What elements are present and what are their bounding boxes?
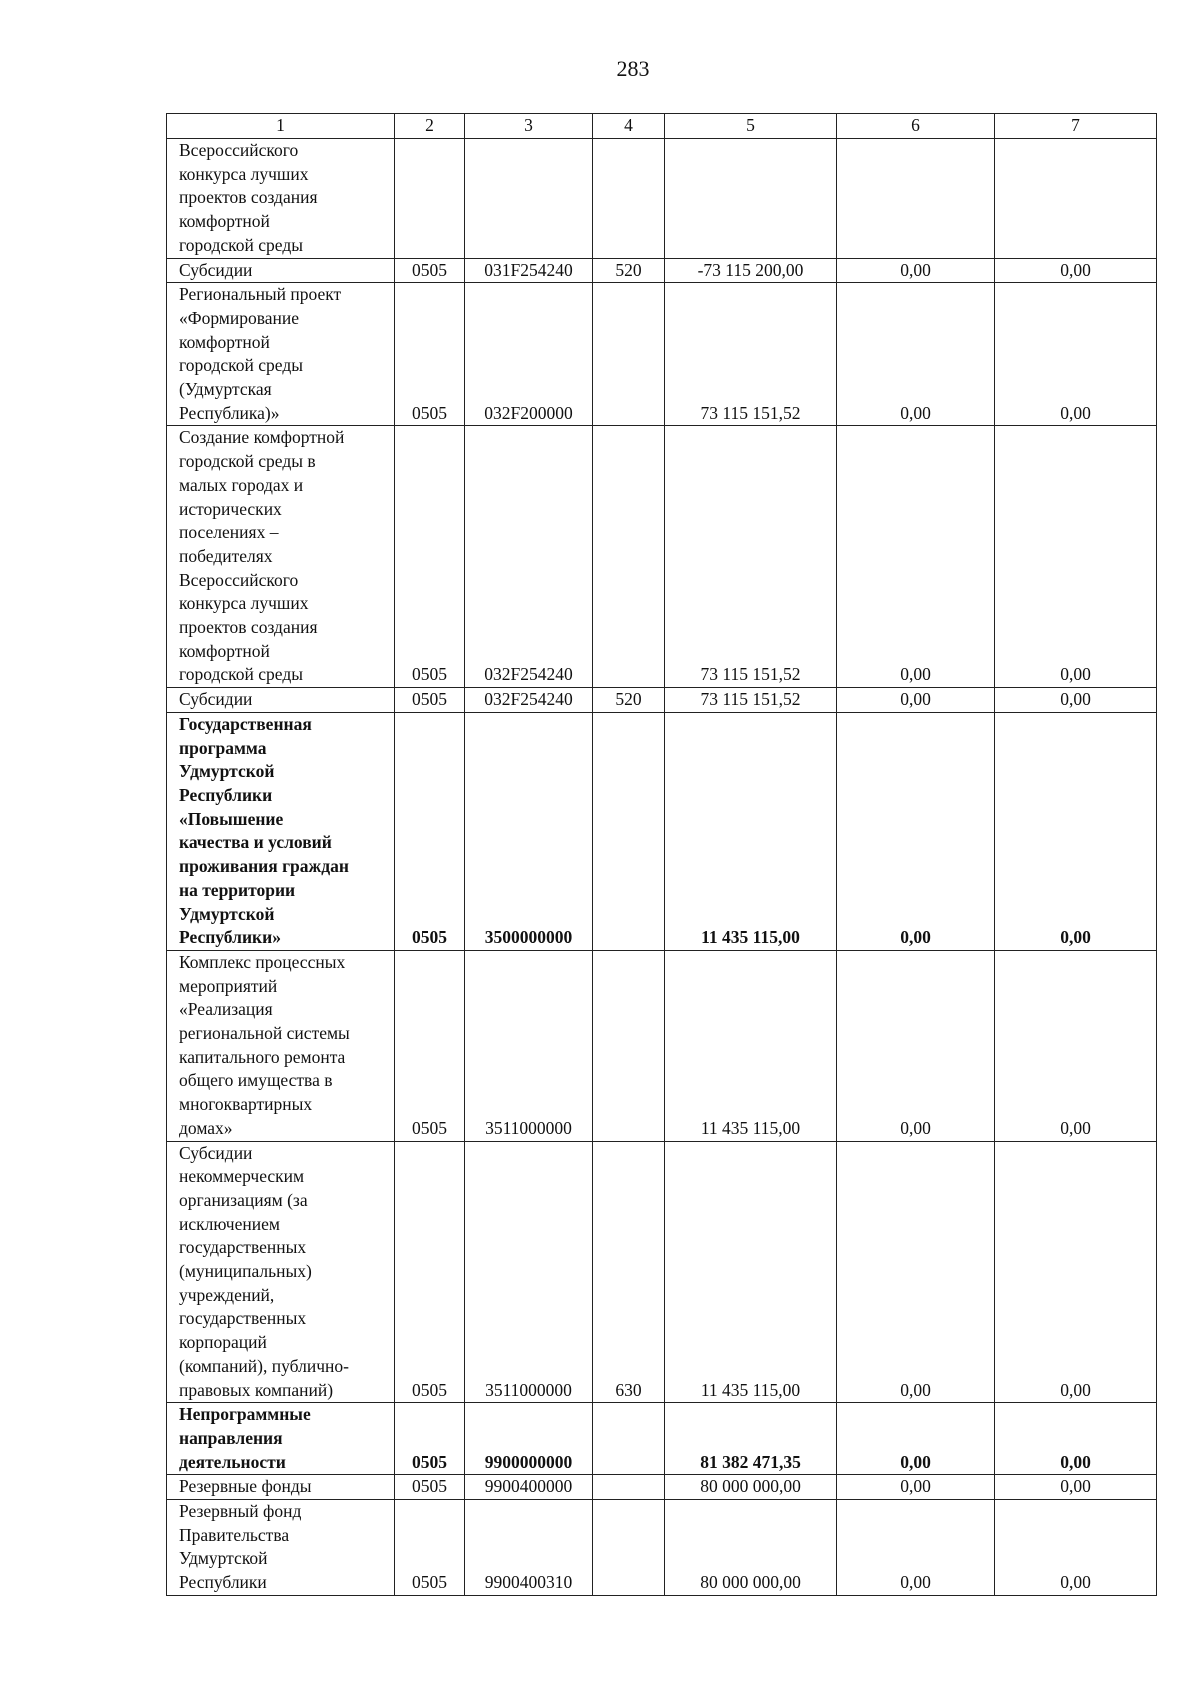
- target-article-cell: 3511000000: [465, 1141, 593, 1403]
- amount-cell: 0,00: [995, 426, 1157, 688]
- amount-cell: 0,00: [837, 688, 995, 713]
- amount-cell: 73 115 151,52: [665, 688, 837, 713]
- table-row: [167, 950, 1157, 1141]
- expense-type-cell: [593, 426, 665, 688]
- table-row: [167, 1141, 1157, 1403]
- amount-cell: 0,00: [995, 688, 1157, 713]
- amount-cell: 0,00: [995, 283, 1157, 426]
- table-row: [167, 426, 1157, 688]
- header-cell: 2: [395, 114, 465, 139]
- amount-cell: 73 115 151,52: [665, 426, 837, 688]
- section-code-cell: 0505: [395, 1500, 465, 1596]
- section-code-cell: 0505: [395, 712, 465, 950]
- expense-type-cell: [593, 283, 665, 426]
- target-article-cell: 9900400310: [465, 1500, 593, 1596]
- amount-cell: 0,00: [837, 712, 995, 950]
- amount-cell: 0,00: [995, 1500, 1157, 1596]
- target-article-cell: 3500000000: [465, 712, 593, 950]
- name-cell: Непрограммные направления деятельности: [167, 1403, 395, 1475]
- expense-type-cell: [593, 1403, 665, 1475]
- table-row: [167, 1475, 1157, 1500]
- name-cell: Всероссийского конкурса лучших проектов создания комфортной городской среды: [167, 139, 395, 259]
- header-row: [167, 114, 1157, 139]
- name-cell: Резервный фонд Правительства Удмуртской Республики: [167, 1500, 395, 1596]
- name-cell: Комплекс процессных мероприятий «Реализация региональной системы капитального ремонта общего имущества в многоквартирных домах»: [167, 950, 395, 1141]
- section-code-cell: 0505: [395, 258, 465, 283]
- name-cell: Субсидии: [167, 688, 395, 713]
- section-code-cell: 0505: [395, 950, 465, 1141]
- table-row: [167, 258, 1157, 283]
- table-row: [167, 688, 1157, 713]
- amount-cell: 0,00: [837, 426, 995, 688]
- expense-type-cell: [593, 1500, 665, 1596]
- expense-type-cell: [593, 950, 665, 1141]
- section-code-cell: 0505: [395, 283, 465, 426]
- name-cell: Резервные фонды: [167, 1475, 395, 1500]
- table-row: [167, 283, 1157, 426]
- section-code-cell: 0505: [395, 1403, 465, 1475]
- table-row: [167, 139, 1157, 259]
- amount-cell: -73 115 200,00: [665, 258, 837, 283]
- expense-type-cell: [593, 139, 665, 259]
- target-article-cell: 9900000000: [465, 1403, 593, 1475]
- amount-cell: 0,00: [837, 283, 995, 426]
- header-cell: 6: [837, 114, 995, 139]
- table-body: [167, 114, 1157, 1596]
- amount-cell: [995, 139, 1157, 259]
- target-article-cell: 032F254240: [465, 688, 593, 713]
- amount-cell: 0,00: [995, 1403, 1157, 1475]
- section-code-cell: 0505: [395, 688, 465, 713]
- name-cell: Субсидии: [167, 258, 395, 283]
- target-article-cell: 032F200000: [465, 283, 593, 426]
- amount-cell: 0,00: [837, 1141, 995, 1403]
- amount-cell: 0,00: [837, 1403, 995, 1475]
- amount-cell: 0,00: [995, 950, 1157, 1141]
- target-article-cell: 032F254240: [465, 426, 593, 688]
- section-code-cell: 0505: [395, 1475, 465, 1500]
- header-cell: 4: [593, 114, 665, 139]
- amount-cell: 80 000 000,00: [665, 1500, 837, 1596]
- amount-cell: 11 435 115,00: [665, 712, 837, 950]
- page-number: 283: [616, 56, 650, 81]
- section-code-cell: [395, 139, 465, 259]
- amount-cell: 0,00: [837, 258, 995, 283]
- name-cell: Региональный проект «Формирование комфортной городской среды (Удмуртская Республика)»: [167, 283, 395, 426]
- expense-type-cell: [593, 712, 665, 950]
- header-cell: 3: [465, 114, 593, 139]
- name-cell: Создание комфортной городской среды в малых городах и исторических поселениях – победителях Всероссийского конкурса лучших проектов создания комфортной городской среды: [167, 426, 395, 688]
- amount-cell: 0,00: [995, 1141, 1157, 1403]
- amount-cell: 11 435 115,00: [665, 1141, 837, 1403]
- target-article-cell: 9900400000: [465, 1475, 593, 1500]
- header-cell: 7: [995, 114, 1157, 139]
- amount-cell: 80 000 000,00: [665, 1475, 837, 1500]
- expense-type-cell: 520: [593, 258, 665, 283]
- amount-cell: 0,00: [995, 712, 1157, 950]
- header-cell: 1: [167, 114, 395, 139]
- expense-type-cell: 630: [593, 1141, 665, 1403]
- budget-table: [166, 113, 1157, 1596]
- expense-type-cell: [593, 1475, 665, 1500]
- section-code-cell: 0505: [395, 426, 465, 688]
- header-cell: 5: [665, 114, 837, 139]
- amount-cell: 81 382 471,35: [665, 1403, 837, 1475]
- amount-cell: 73 115 151,52: [665, 283, 837, 426]
- name-cell: Государственная программа Удмуртской Республики «Повышение качества и условий проживания граждан на территории Удмуртской Республики»: [167, 712, 395, 950]
- amount-cell: 0,00: [837, 1475, 995, 1500]
- amount-cell: 11 435 115,00: [665, 950, 837, 1141]
- amount-cell: [665, 139, 837, 259]
- amount-cell: 0,00: [995, 1475, 1157, 1500]
- target-article-cell: [465, 139, 593, 259]
- target-article-cell: 3511000000: [465, 950, 593, 1141]
- expense-type-cell: 520: [593, 688, 665, 713]
- name-cell: Субсидии некоммерческим организациям (за исключением государственных (муниципальных) учреждений, государственных корпораций (компаний), публично- правовых компаний): [167, 1141, 395, 1403]
- table-row: [167, 1403, 1157, 1475]
- target-article-cell: 031F254240: [465, 258, 593, 283]
- amount-cell: 0,00: [837, 950, 995, 1141]
- section-code-cell: 0505: [395, 1141, 465, 1403]
- amount-cell: [837, 139, 995, 259]
- amount-cell: 0,00: [995, 258, 1157, 283]
- table-row: [167, 712, 1157, 950]
- amount-cell: 0,00: [837, 1500, 995, 1596]
- table-row: [167, 1500, 1157, 1596]
